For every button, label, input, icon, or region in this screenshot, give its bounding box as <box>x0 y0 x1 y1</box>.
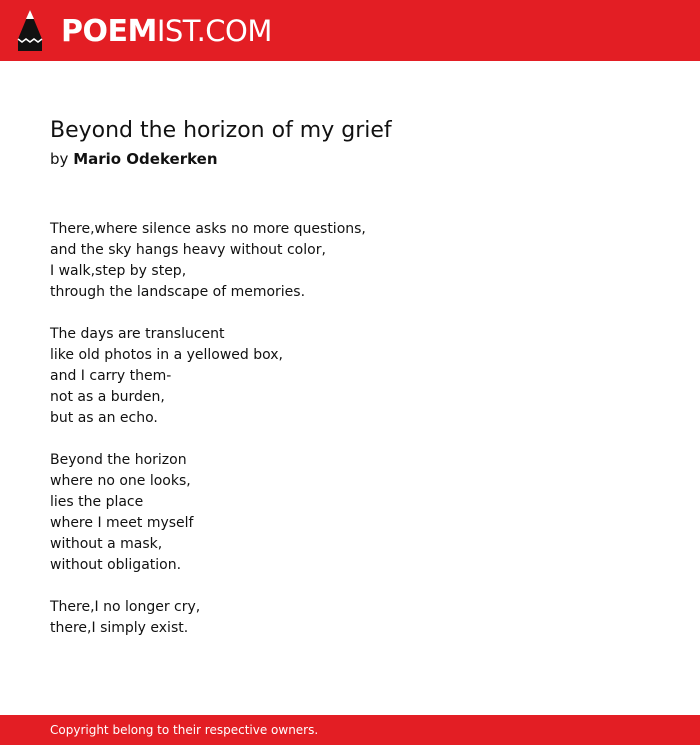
poem-line: where no one looks, <box>50 473 191 489</box>
by-label: by <box>50 150 69 168</box>
stanza <box>50 597 650 639</box>
author-name: Mario Odekerken <box>73 150 218 168</box>
poem-line: Beyond the horizon <box>50 452 187 468</box>
pencil-icon[interactable] <box>17 9 43 52</box>
poem-line: like old photos in a yellowed box, <box>50 347 284 363</box>
logo-bold-text: POEM <box>61 14 157 49</box>
poem-line: there,I simply exist. <box>50 620 189 636</box>
site-footer <box>0 715 700 745</box>
stanza <box>50 219 650 303</box>
poem-body <box>50 219 650 660</box>
poem-line: There,where silence asks no more questions, <box>50 221 366 237</box>
poem-line: lies the place <box>50 494 144 510</box>
stanza <box>50 324 650 429</box>
byline <box>50 149 218 169</box>
poem-line: I walk,step by step, <box>50 263 187 279</box>
site-header <box>0 0 700 61</box>
poem-line: not as a burden, <box>50 389 165 405</box>
poem-line: without a mask, <box>50 536 163 552</box>
poem-line: and I carry them- <box>50 368 172 384</box>
stanza <box>50 450 650 576</box>
poem-line: and the sky hangs heavy without color, <box>50 242 326 258</box>
poem-line: There,I no longer cry, <box>50 599 201 615</box>
poem-line: through the landscape of memories. <box>50 284 306 300</box>
poem-line: where I meet myself <box>50 515 194 531</box>
logo-light-text: IST.COM <box>156 14 272 48</box>
poem-line: but as an echo. <box>50 410 158 426</box>
poem-title: Beyond the horizon of my grief <box>50 118 392 143</box>
poem-line: without obligation. <box>50 557 182 573</box>
site-logo[interactable] <box>61 12 272 50</box>
copyright-text: Copyright belong to their respective owners. <box>50 723 319 737</box>
poem-line: The days are translucent <box>50 326 225 342</box>
